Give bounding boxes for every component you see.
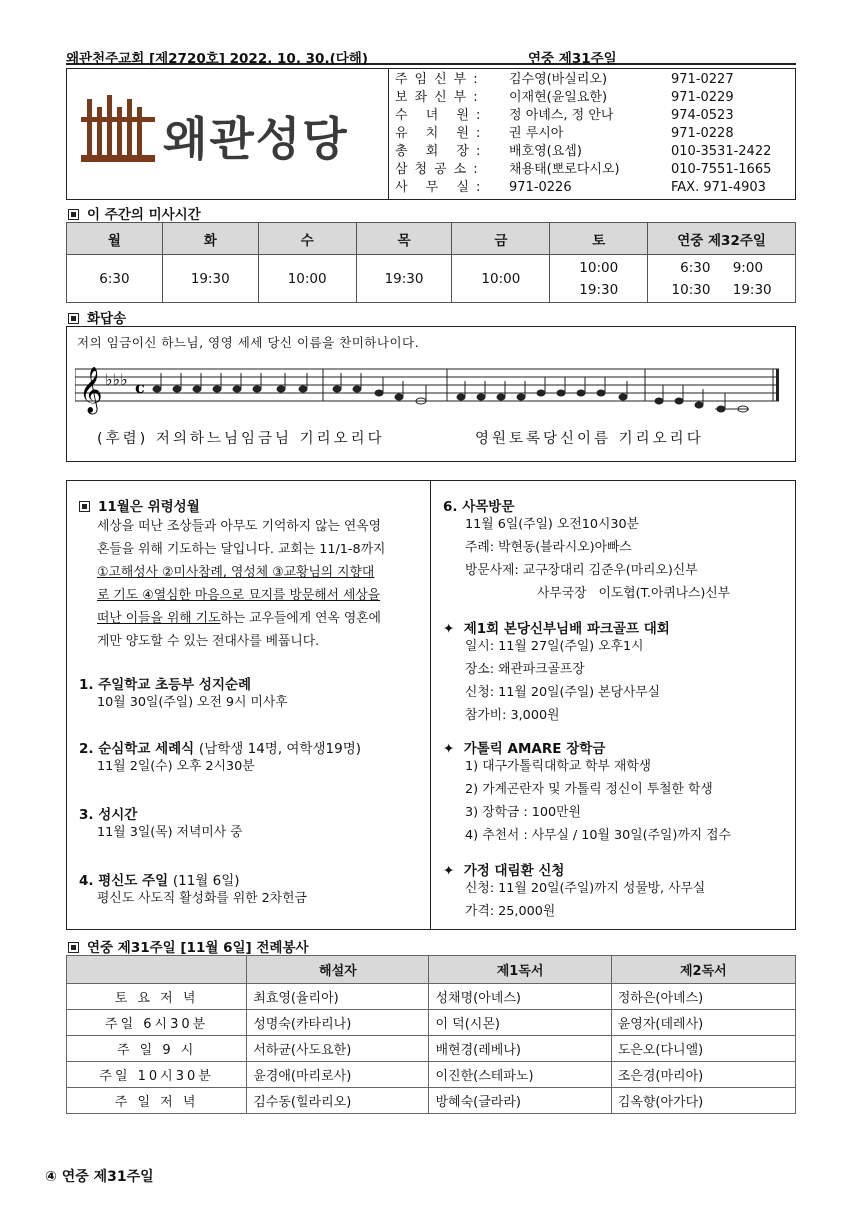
bulletin-header	[66, 47, 796, 65]
table-row: 주 일 저 녁 김수동(힐라리오) 방혜숙(글라라) 김옥향(아가다)	[67, 1088, 796, 1114]
sparkle-bullet-icon: ✦	[443, 741, 455, 757]
service-section-title: 연중 제31주일 [11월 6일] 전례봉사	[68, 936, 309, 956]
table-row: 주일 10시30분 윤경애(마리로사) 이진한(스테파노) 조은경(마리아)	[67, 1062, 796, 1088]
square-bullet-icon	[68, 942, 79, 953]
page-footer: ④ 연중 제31주일	[45, 1169, 154, 1185]
notice-title: 1. 주일학교 초등부 성지순례	[79, 677, 252, 693]
notice-body: 11월 2일(수) 오후 2시30분	[97, 759, 255, 774]
notice-title: 11월은 위령성월	[98, 499, 200, 515]
music-staff	[75, 359, 787, 419]
treble-clef-icon: 𝄞	[79, 367, 103, 413]
notice-body: 세상을 떠난 조상들과 아무도 기억하지 않는 연옥영 혼들을 위해 기도하는 달입니다. 교회는 11/1-8까지 ①고해성사 ②미사참례, 영성체 ③교황님의 지향대 로 기도 ④열심한 마음으로 묘지를 방문해서 세상을 떠난 이들을 위해 기도하는 교우들에게 연옥 영혼에 게만 양도할 수 있는 전대사를 베풉니다.	[97, 519, 386, 649]
table-row: 주 일 9 시 서하균(사도요한) 배현경(레베나) 도은오(다니엘)	[67, 1036, 796, 1062]
bulletin-issue: 왜관천주교회 [제2720호] 2022. 10. 30.(다해)	[66, 51, 368, 67]
svg-text:c: c	[135, 378, 145, 397]
psalm-verse: 저의 임금이신 하느님, 영영 세세 당신 이름을 찬미하나이다.	[77, 335, 420, 350]
notice-body: 11월 6일(주일) 오전10시30분 주례: 박현동(블라시오)아빠스 방문사제: 교구장대리 김준우(마리오)신부 사무국장 이도협(T.아퀴나스)신부	[465, 517, 731, 601]
parish-logo	[67, 69, 389, 199]
sparkle-bullet-icon: ✦	[443, 621, 455, 637]
notice-body: 신청: 11월 20일(주일)까지 성물방, 사무실 가격: 25,000원	[465, 881, 706, 919]
notice-title: ✦ 제1회 본당신부님배 파크골프 대회	[443, 621, 670, 637]
notice-title: ✦ 가톨릭 AMARE 장학금	[443, 741, 606, 757]
staff-row: 총 회 장: 배호영(요셉) 010-3531-2422	[395, 144, 772, 159]
svg-text:♭♭♭: ♭♭♭	[105, 370, 128, 389]
notice-title: ✦ 가정 대림환 신청	[443, 863, 565, 879]
staff-row: 사 무 실: 971-0226 FAX. 971-4903	[395, 180, 766, 195]
notices-right-column	[431, 481, 795, 929]
square-bullet-icon	[68, 313, 79, 324]
cross-organ-icon	[73, 89, 163, 179]
table-row: 주일 6시30분 성명숙(카타리나) 이 덕(시몬) 윤영자(데레사)	[67, 1010, 796, 1036]
table-row: 6:30 19:30 10:00 19:30 10:00 10:00 19:30 6:30 9:00 10:30 19:30	[67, 255, 796, 303]
sparkle-bullet-icon: ✦	[443, 863, 455, 879]
staff-row: 삼청공소: 채용태(뽀로다시오) 010-7551-1665	[395, 162, 772, 177]
psalm-box: 저의 임금이신 하느님, 영영 세세 당신 이름을 찬미하나이다. 𝄞 ♭♭♭ c (후렴) 저의하느님임금님 기리오리다 영원토록당신이름 기리오리다	[66, 326, 796, 462]
staff-row: 수 녀 원: 정 아녜스, 정 안나 974-0523	[395, 108, 734, 123]
notice-body: 일시: 11월 27일(주일) 오후1시 장소: 왜관파크골프장 신청: 11월 20일(주일) 본당사무실 참가비: 3,000원	[465, 639, 661, 723]
parish-name: 왜관성당	[163, 112, 349, 166]
notices-left-column	[67, 481, 431, 929]
table-row: 토 요 저 녁 최효영(율리아) 성채명(아녜스) 정하은(아녜스)	[67, 984, 796, 1010]
staff-row: 유 치 원: 권 루시아 971-0228	[395, 126, 734, 141]
table-row: 월 화 수 목 금 토 연중 제32주일	[67, 223, 796, 255]
notice-body: 1) 대구가톨릭대학교 학부 재학생 2) 가계곤란자 및 가톨릭 정신이 투철한 학생 3) 장학금 : 100만원 4) 추천서 : 사무실 / 10월 30일(주일)까지 접수	[465, 759, 731, 843]
square-bullet-icon	[68, 209, 79, 220]
notice-title: 2. 순심학교 세례식 (남학생 14명, 여학생19명)	[79, 741, 362, 757]
notice-title: 6. 사목방문	[443, 499, 515, 515]
mass-times-table	[66, 222, 796, 303]
staff-row: 보좌신부: 이재현(윤일요한) 971-0229	[395, 90, 734, 105]
parish-info-box	[66, 68, 796, 200]
bulletin-sunday: 연중 제31주일	[528, 51, 617, 67]
square-bullet-icon	[79, 501, 90, 512]
staff-directory	[391, 71, 795, 197]
mass-section-title: 이 주간의 미사시간	[68, 203, 201, 223]
notice-title: 4. 평신도 주일 (11월 6일)	[79, 873, 240, 889]
notice-body: 10월 30일(주일) 오전 9시 미사후	[97, 695, 288, 710]
staff-row: 주임신부: 김수영(바실리오) 971-0227	[395, 72, 734, 87]
notice-title: 3. 성시간	[79, 807, 138, 823]
notice-body: 11월 3일(목) 저녁미사 중	[97, 825, 243, 840]
psalm-section-title: 화답송	[68, 307, 126, 327]
table-row: 해설자 제1독서 제2독서	[67, 956, 796, 984]
service-table	[66, 955, 796, 1114]
notice-body: 평신도 사도직 활성화를 위한 2차헌금	[97, 891, 307, 906]
notices-box	[66, 480, 796, 930]
